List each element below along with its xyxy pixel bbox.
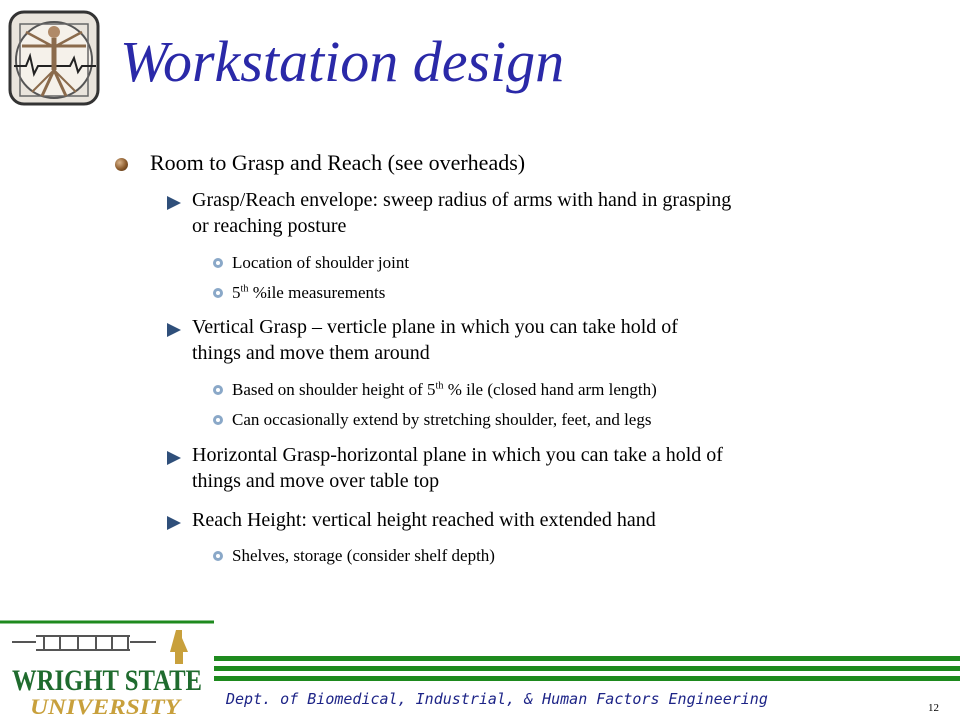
vitruvian-man-logo: [6, 8, 102, 108]
grasp-reach-sub1: Location of shoulder joint: [232, 253, 410, 272]
horizontal-grasp-line1: Horizontal Grasp-horizontal plane in which you can take a hold of: [192, 444, 723, 466]
logo-text-line1: WRIGHT STATE: [12, 664, 202, 697]
gear-bullet-icon: [212, 257, 224, 269]
gear-bullet-icon: [212, 550, 224, 562]
vertical-grasp-line1: Vertical Grasp – verticle plane in which you can take hold of: [192, 316, 678, 338]
vertical-grasp-sub1: Based on shoulder height of 5th % ile (closed hand arm length): [232, 380, 657, 399]
wright-state-logo: [0, 618, 214, 720]
triangle-bullet-icon: [167, 196, 181, 210]
level1-bullet-icon: [115, 158, 128, 171]
grasp-reach-line1: Grasp/Reach envelope: sweep radius of arms with hand in grasping: [192, 189, 732, 211]
vertical-grasp-sub2: Can occasionally extend by stretching shoulder, feet, and legs: [232, 410, 652, 429]
department-name: Dept. of Biomedical, Industrial, & Human Factors Engineering: [226, 690, 768, 708]
footer-rule: [214, 676, 960, 681]
triangle-bullet-icon: [167, 516, 181, 530]
triangle-bullet-icon: [167, 323, 181, 337]
footer-rule: [214, 656, 960, 661]
level1-item: Room to Grasp and Reach (see overheads): [150, 150, 526, 175]
horizontal-grasp-line2: things and move over table top: [192, 470, 440, 492]
footer-rule: [214, 666, 960, 671]
gear-bullet-icon: [212, 287, 224, 299]
vertical-grasp-line2: things and move them around: [192, 342, 430, 364]
gear-bullet-icon: [212, 384, 224, 396]
triangle-bullet-icon: [167, 451, 181, 465]
grasp-reach-sub2: 5th %ile measurements: [232, 283, 386, 302]
grasp-reach-line2: or reaching posture: [192, 215, 347, 237]
gear-bullet-icon: [212, 414, 224, 426]
slide-title: Workstation design: [120, 29, 565, 94]
reach-height-sub1: Shelves, storage (consider shelf depth): [232, 546, 495, 565]
logo-text-line2: UNIVERSITY: [30, 694, 183, 719]
slide-number: 12: [928, 702, 939, 714]
reach-height-line1: Reach Height: vertical height reached with extended hand: [192, 509, 656, 531]
